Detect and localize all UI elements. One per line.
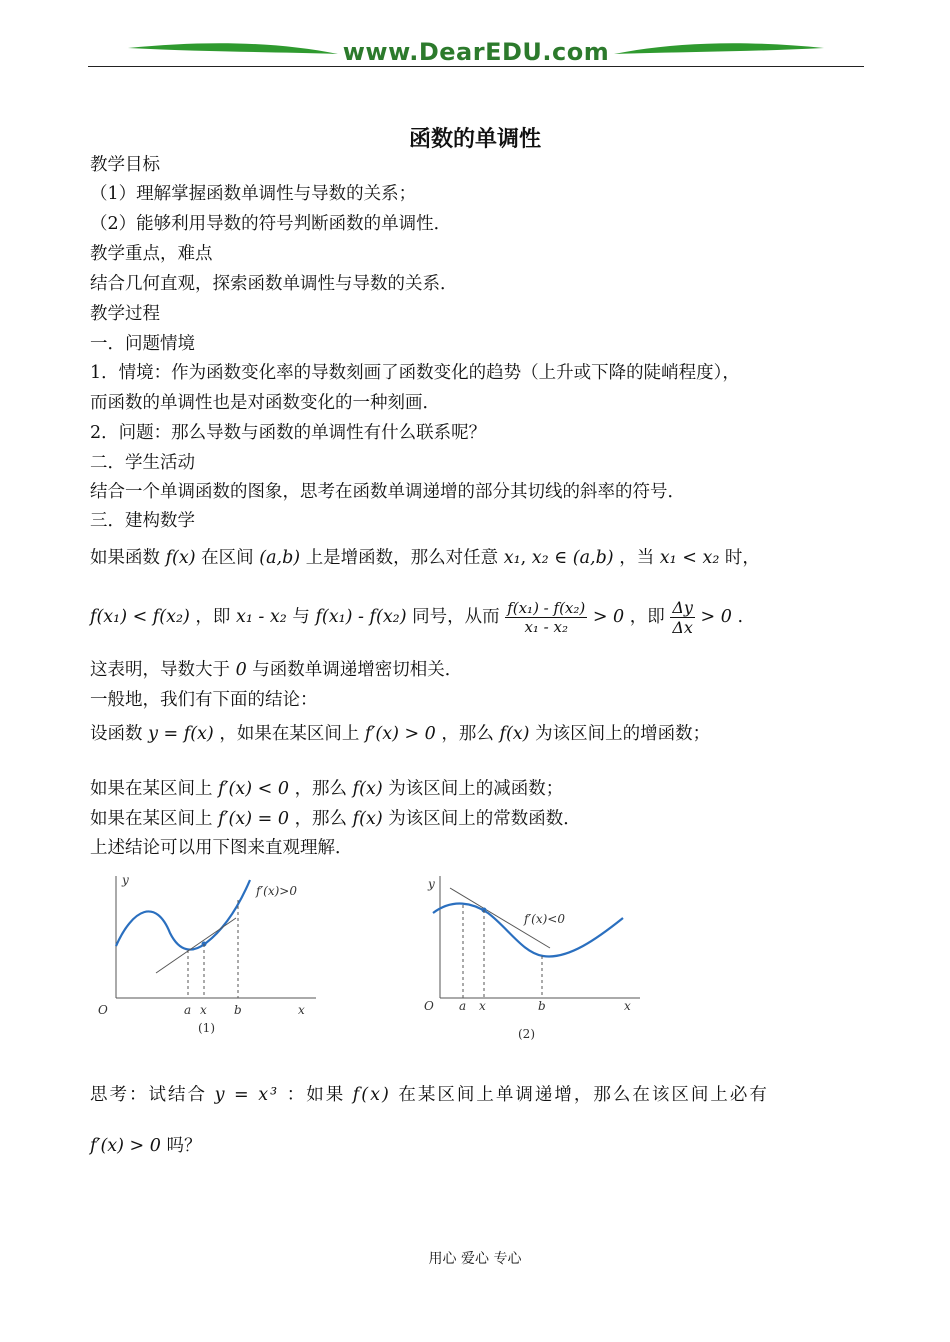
section-2-heading: 二．学生活动 [90,453,195,473]
math-x1-minus-x2: x₁ - x₂ [235,607,287,628]
svg-text:x: x [479,999,486,1013]
figure-intro: 上述结论可以用下图来直观理解． [90,838,353,858]
figure-1-caption: (1) [198,1021,215,1035]
svg-text:x: x [298,1003,305,1017]
math-interval: (a,b) [259,548,301,568]
figure-2 [418,868,658,1048]
figure-1-label: f′(x)>0 [256,884,297,898]
svg-text:y: y [122,873,129,887]
math-x1: x₁ [503,548,521,568]
situation-line-2: 而函数的单调性也是对函数变化的一种刻画． [90,393,440,413]
build-line-1: 如果函数 f(x) 在区间 (a,b) 上是增函数，那么对任意 x₁, x₂ ∈ (a,b) ，当 x₁ < x₂ 时， [90,548,760,568]
goal-heading: 教学目标 [90,155,160,175]
difference-quotient: $\frac{\text{f(x₁) - f(x₂)}}{\text{x₁ - x₂}}$ [507,599,586,637]
situation-line-1: 1．情境：作为函数变化率的导数刻画了函数变化的趋势（上升或下降的陡峭程度）， [90,363,740,383]
rule-3: 如果在某区间上 f′(x) = 0 ，那么 f(x) 为该区间上的常数函数． [90,809,581,829]
header-banner [88,34,864,70]
math-fx: f(x) [165,548,196,568]
math-fx1-minus-fx2: f(x₁) - f(x₂) [315,607,407,628]
svg-text:O: O [98,1003,108,1017]
process-heading: 教学过程 [90,304,160,324]
page-title: 函数的单调性 [408,127,541,152]
math-x1-lt-x2: x₁ < x₂ [659,548,720,568]
svg-text:O: O [424,999,434,1013]
header-rule [88,66,864,67]
rule-2: 如果在某区间上 f′(x) < 0 ，那么 f(x) 为该区间上的减函数； [90,779,564,799]
think-line: 思考：试结合 y = x³ ：如果 f(x) 在某区间上单调递增，那么在该区间上必有 [90,1085,769,1105]
math-x2-in-ab: x₂ ∈ (a,b) [531,548,614,568]
math-fx1-lt-fx2: f(x₁) < f(x₂) [90,607,190,628]
svg-text:y: y [428,877,435,891]
question-line: 2．问题：那么导数与函数的单调性有什么联系呢？ [90,423,487,443]
goal-item-2: （2）能够利用导数的符号判断函数的单调性． [90,214,452,234]
rule-1: 设函数 y = f(x) ，如果在某区间上 f′(x) > 0 ，那么 f(x) 为该区间上的增函数； [90,724,711,744]
activity-line: 结合一个单调函数的图象，思考在函数单调递增的部分其切线的斜率的符号． [90,482,685,502]
figure-2-caption: (2) [518,1027,535,1041]
section-1-heading: 一．问题情境 [90,334,195,354]
increasing-curve [116,880,250,950]
show-line: 这表明，导数大于 0 与函数单调递增密切相关． [90,660,463,680]
figure-1 [88,868,328,1043]
svg-text:b: b [234,1003,242,1017]
focus-heading: 教学重点，难点 [90,244,213,264]
svg-text:a: a [184,1003,192,1017]
svg-text:b: b [538,999,546,1013]
section-3-heading: 三．建构数学 [90,511,195,531]
build-line-2: f(x₁) < f(x₂) ，即 x₁ - x₂ 与 f(x₁) - f(x₂) 同号，从而 $\frac{\text{f(x₁) - f(x₂)}}{\text{x₁ - x₂}}$ > 0 ，即 $\frac{\Delta y}{\Delta x}$ > 0 . [90,598,744,638]
brand-text: www.DearEDU.com [342,38,610,66]
focus-text: 结合几何直观，探索函数单调性与导数的关系． [90,274,458,294]
general-line: 一般地，我们有下面的结论： [90,690,318,710]
svg-text:x: x [624,999,631,1013]
svg-text:x: x [200,1003,207,1017]
svg-text:a: a [459,999,467,1013]
footer-text: 用心 爱心 专心 [428,1251,522,1267]
think-line-2: f′(x) > 0 吗？ [90,1136,202,1156]
figure-2-label: f′(x)<0 [524,912,565,926]
goal-item-1: （1）理解掌握函数单调性与导数的关系； [90,184,417,204]
delta-quotient: $\frac{\Delta y}{\Delta x}$ [672,598,693,638]
